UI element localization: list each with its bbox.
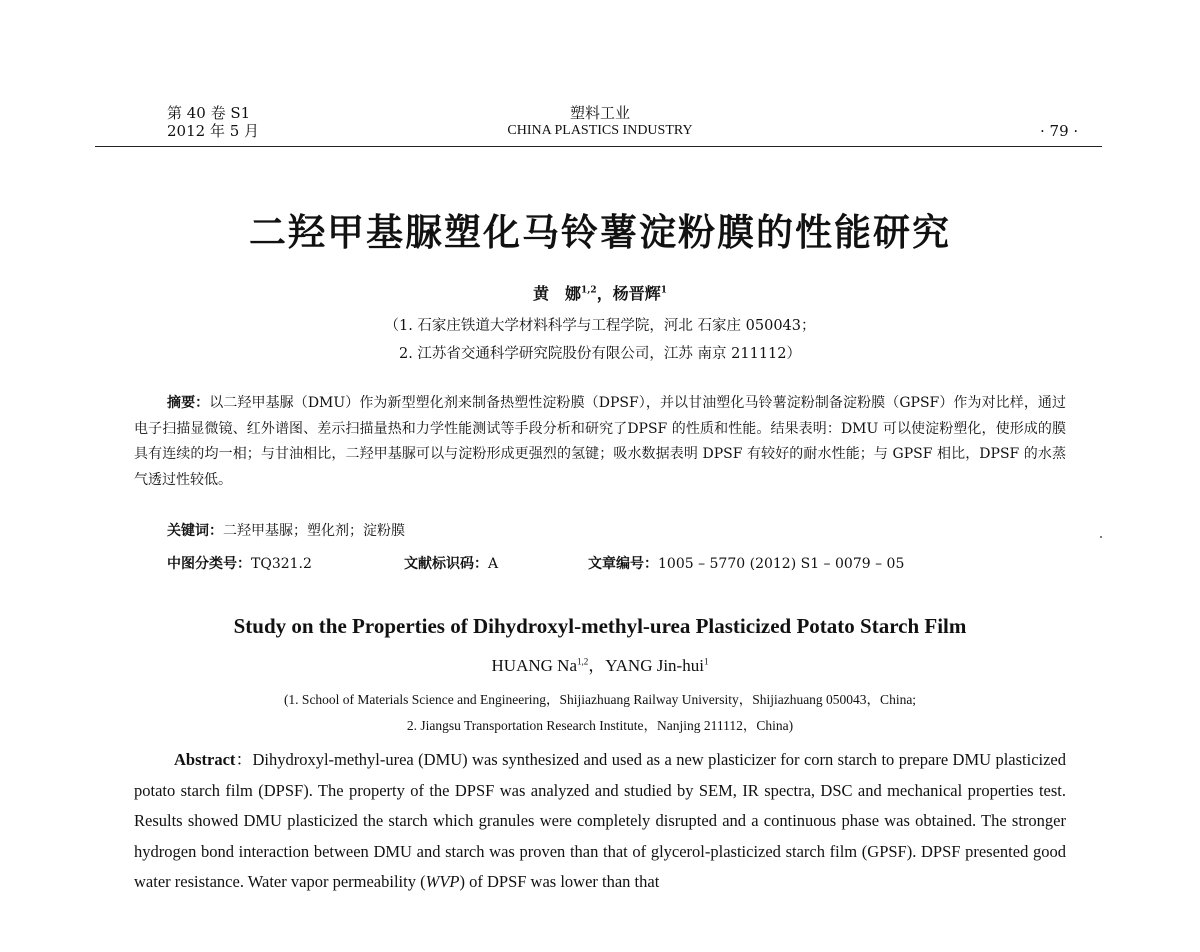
clc-number xyxy=(167,553,312,573)
journal-volume: 第 40 卷 S1 xyxy=(167,104,251,122)
abstract-cn-text: 以二羟甲基脲（DMU）作为新型塑化剂来制备热塑性淀粉膜（DPSF），并以甘油塑化马铃薯淀粉制备淀粉膜（GPSF）作为对比样，通过电子扫描显微镜、红外谱图、差示扫描量热和力学性能测试等手段分析和研究了DPSF 的性质和性能。结果表明：DMU 可以使淀粉塑化，使形成的膜具有连续的均一相；与甘油相比，二羟甲基脲可以与淀粉形成更强烈的氢键；吸水数据表明 DPSF 有较好的耐水性能；与 GPSF 相比，DPSF 的水蒸气透过性较低。 xyxy=(134,395,1066,488)
affiliation-en-1: (1. School of Materials Science and Engineering，Shijiazhuang Railway University，Shijiazhuang 050043，China; xyxy=(283,692,917,707)
abstract-en-text-2: ) of DPSF was lower than that xyxy=(459,872,660,891)
affiliation-cn-1: （1. 石家庄铁道大学材料科学与工程学院，河北 石家庄 050043； xyxy=(384,318,816,334)
abstract-en-wvp: WVP xyxy=(425,872,460,891)
keywords-cn-text: 二羟甲基脲；塑化剂；淀粉膜 xyxy=(223,523,405,539)
article-label: 文章编号： xyxy=(588,556,658,572)
page-number: · 79 · xyxy=(1040,122,1079,140)
abstract-cn-label: 摘要： xyxy=(167,395,210,411)
author-sep-en: ， xyxy=(588,656,606,675)
authors-en xyxy=(0,651,1200,676)
doc-value: A xyxy=(488,556,499,572)
author-1-cn: 黄 娜 xyxy=(533,284,582,303)
affiliation-cn-2: 2. 江苏省交通科学研究院股份有限公司，江苏 南京 211112） xyxy=(398,346,801,362)
clc-value: TQ321.2 xyxy=(251,556,312,572)
journal-name-cn: 塑料工业 xyxy=(569,104,630,122)
header-rule xyxy=(95,146,1102,147)
clc-label: 中图分类号： xyxy=(167,556,251,572)
abstract-en-colon: ： xyxy=(235,750,253,769)
abstract-cn xyxy=(134,391,1066,493)
title-cn: 二羟甲基脲塑化马铃薯淀粉膜的性能研究 xyxy=(249,210,951,254)
author-2-cn: 杨晋辉 xyxy=(612,284,661,303)
article-number xyxy=(588,553,904,573)
doc-code xyxy=(404,553,498,573)
abstract-en-label: Abstract xyxy=(174,750,236,769)
abstract-en-text-1: Dihydroxyl-methyl-urea (DMU) was synthesized and used as a new plasticizer for corn starch to prepare DMU plasticized potato starch film (DPSF). The property of the DPSF was analyzed and studied by SEM, IR spectra, DSC and mechanical properties test. Results showed DMU plasticized the starch which granules were completely disrupted and a continuous phase was obtained. The stronger hydrogen bond interaction between DMU and starch was proven than that of glycerol-plasticized starch film (GPSF). DPSF presented good water resistance. Water vapor permeability ( xyxy=(134,750,1067,891)
author-1-en-affil: 1,2 xyxy=(577,656,589,667)
author-2-en-affil: 1 xyxy=(703,656,709,667)
keywords-cn-label: 关键词： xyxy=(167,523,223,539)
article-value: 1005 – 5770 (2012) S1 – 0079 – 05 xyxy=(658,556,905,572)
author-sep-cn: ， xyxy=(596,284,613,303)
journal-name-en: CHINA PLASTICS INDUSTRY xyxy=(507,123,693,138)
author-2-en: YANG Jin-hui xyxy=(605,656,704,675)
author-2-cn-affil: 1 xyxy=(660,285,667,296)
scan-speck xyxy=(1100,536,1102,538)
abstract-en xyxy=(134,745,1066,898)
authors-cn xyxy=(0,281,1200,304)
title-en: Study on the Properties of Dihydroxyl-methyl-urea Plasticized Potato Starch Film xyxy=(233,614,967,638)
affiliation-en-2: 2. Jiangsu Transportation Research Institute，Nanjing 211112，China) xyxy=(406,718,794,733)
author-1-en: HUANG Na xyxy=(491,656,577,675)
keywords-cn xyxy=(167,520,405,540)
author-1-cn-affil: 1,2 xyxy=(581,285,597,296)
doc-label: 文献标识码： xyxy=(404,556,488,572)
journal-date: 2012 年 5 月 xyxy=(167,122,260,140)
